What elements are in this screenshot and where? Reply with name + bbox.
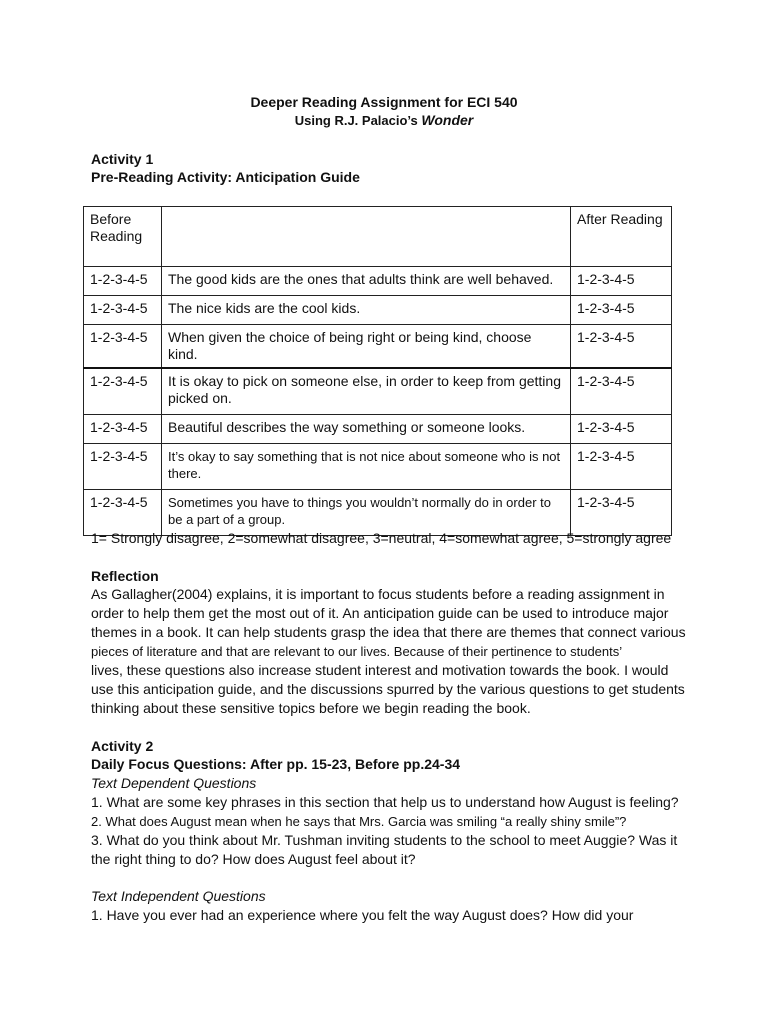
statement: When given the choice of being right or being kind, choose kind. [162, 325, 571, 369]
reflection-heading: Reflection [91, 568, 159, 584]
subtitle-book-title: Wonder [421, 112, 474, 128]
table-row [84, 368, 672, 415]
after-rating: 1-2-3-4-5 [571, 368, 672, 415]
activity1-subheading: Pre-Reading Activity: Anticipation Guide [91, 169, 360, 185]
question-line: 1. What are some key phrases in this section that help us to understand how August is feeling? [91, 794, 679, 810]
table-row [84, 267, 672, 296]
statement: It’s okay to say something that is not nice about someone who is not there. [162, 444, 571, 490]
anticipation-guide-table [83, 206, 672, 536]
header-statement [162, 207, 571, 267]
before-rating: 1-2-3-4-5 [84, 368, 162, 415]
reflection-line: thinking about these sensitive topics before we begin reading the book. [91, 700, 531, 716]
after-rating: 1-2-3-4-5 [571, 325, 672, 369]
text-independent-heading: Text Independent Questions [91, 888, 266, 904]
statement: It is okay to pick on someone else, in order to keep from getting picked on. [162, 368, 571, 415]
header-before-reading: Before Reading [84, 207, 162, 267]
after-rating: 1-2-3-4-5 [571, 444, 672, 490]
table-row [84, 296, 672, 325]
statement: The good kids are the ones that adults think are well behaved. [162, 267, 571, 296]
statement: Sometimes you have to things you wouldn’t normally do in order to be a part of a group. [162, 490, 571, 536]
activity1-heading: Activity 1 [91, 151, 154, 167]
statement: The nice kids are the cool kids. [162, 296, 571, 325]
before-rating: 1-2-3-4-5 [84, 415, 162, 444]
activity2-subheading: Daily Focus Questions: After pp. 15-23, Before pp.24-34 [91, 756, 461, 772]
table-row [84, 444, 672, 490]
before-rating: 1-2-3-4-5 [84, 296, 162, 325]
table-row [84, 490, 672, 536]
before-rating: 1-2-3-4-5 [84, 444, 162, 490]
question-line: 2. What does August mean when he says that Mrs. Garcia was smiling “a really shiny smile”? [91, 814, 627, 829]
table-row [84, 325, 672, 369]
statement: Beautiful describes the way something or someone looks. [162, 415, 571, 444]
after-rating: 1-2-3-4-5 [571, 267, 672, 296]
subtitle-prefix: Using R.J. Palacio’s [294, 113, 418, 128]
table-header-row [84, 207, 672, 267]
before-rating: 1-2-3-4-5 [84, 490, 162, 536]
header-after-reading: After Reading [571, 207, 672, 267]
reflection-line: lives, these questions also increase student interest and motivation towards the book. I would [91, 662, 669, 678]
document-subtitle [0, 112, 768, 128]
activity2-heading: Activity 2 [91, 738, 154, 754]
reflection-line: use this anticipation guide, and the discussions spurred by the various questions to get students [91, 681, 685, 697]
before-rating: 1-2-3-4-5 [84, 267, 162, 296]
reflection-line: As Gallagher(2004) explains, it is important to focus students before a reading assignment in [91, 586, 665, 602]
question-line: 1. Have you ever had an experience where you felt the way August does? How did your [91, 907, 634, 923]
text-dependent-heading: Text Dependent Questions [91, 775, 257, 791]
table-row [84, 415, 672, 444]
reflection-line: order to help them get the most out of it. An anticipation guide can be used to introduce major [91, 605, 669, 621]
question-line: 3. What do you think about Mr. Tushman inviting students to the school to meet Auggie? Was it [91, 832, 678, 848]
rating-legend: 1= Strongly disagree, 2=somewhat disagree, 3=neutral, 4=somewhat agree, 5=strongly agree [91, 530, 672, 546]
after-rating: 1-2-3-4-5 [571, 415, 672, 444]
question-line: the right thing to do? How does August feel about it? [91, 851, 416, 867]
after-rating: 1-2-3-4-5 [571, 296, 672, 325]
reflection-line: pieces of literature and that are relevant to our lives. Because of their pertinence to students’ [91, 644, 623, 659]
before-rating: 1-2-3-4-5 [84, 325, 162, 369]
reflection-line: themes in a book. It can help students grasp the idea that there are themes that connect various [91, 624, 686, 640]
document-title: Deeper Reading Assignment for ECI 540 [250, 94, 518, 110]
after-rating: 1-2-3-4-5 [571, 490, 672, 536]
